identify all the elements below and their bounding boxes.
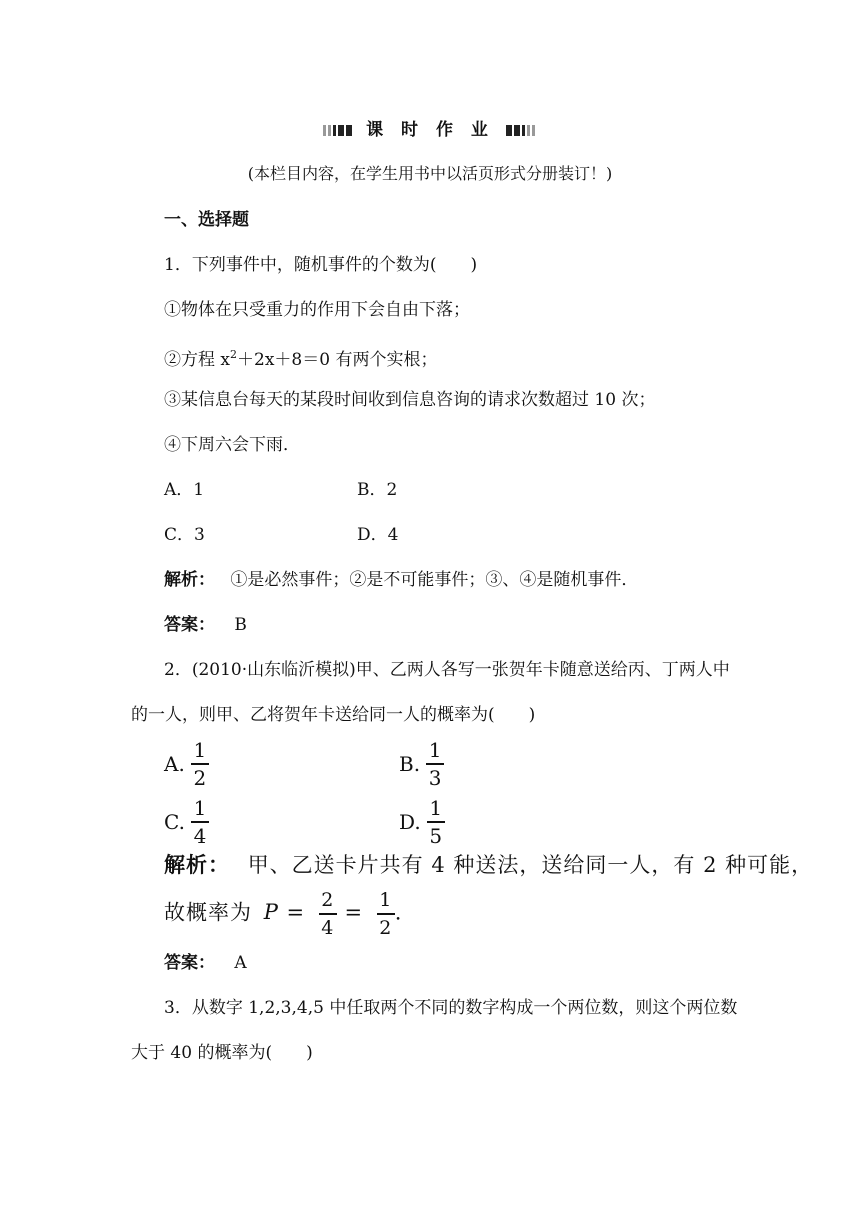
q1-option-b[interactable]: B．2 [357,480,398,500]
q1-analysis-label: 解析： [164,570,215,590]
q2-option-b-label: B. [399,751,421,776]
fraction-bar [191,821,209,823]
header-decoration-right [506,120,537,140]
q1-item-2-prefix: ②方程 x [164,350,230,370]
q1-analysis-text: ①是必然事件；②是不可能事件；③、④是随机事件． [230,570,639,590]
q2-answer [164,951,247,975]
fraction-denominator: 4 [193,823,207,848]
equals-sign: = [286,900,306,925]
q2-option-c-fraction [191,796,209,848]
q1-item-1: ①物体在只受重力的作用下会自由下落； [164,300,470,320]
page-title: 课 时 作 业 [366,120,494,140]
q1-item-3: ③某信息台每天的某段时间收到信息咨询的请求次数超过 10 次； [164,390,656,410]
fraction-numerator: 1 [193,738,207,762]
q2-option-c[interactable] [164,796,209,848]
fraction-bar [319,913,337,915]
fraction-numerator: 1 [428,738,442,762]
q2-analysis-prefix: 故概率为 [164,900,252,925]
page-subtitle: (本栏目内容，在学生用书中以活页形式分册装订！) [247,164,613,183]
q2-option-d-fraction [427,796,445,848]
fraction-numerator: 2 [321,889,335,911]
fraction-numerator: 1 [379,889,393,911]
q2-answer-value: A [234,953,247,973]
fraction-denominator: 4 [321,916,335,939]
fraction-denominator: 5 [429,823,443,848]
q2-option-c-label: C. [164,809,185,834]
equals-sign: = [344,900,364,925]
header-decoration-left [323,120,354,140]
fraction-bar [191,763,209,765]
fraction-denominator: 2 [379,916,393,939]
q2-stem-line2: 的一人，则甲、乙将贺年卡送给同一人的概率为( ) [131,705,536,725]
q1-answer [164,613,247,637]
q2-analysis-line1 [164,850,813,880]
q1-analysis [164,568,638,592]
q2-analysis-label: 解析： [164,853,230,877]
fraction-denominator: 2 [193,765,207,790]
q1-option-a[interactable]: A．1 [164,480,205,500]
fraction-numerator: 1 [193,796,207,820]
q2-stem-line1: 2．(2010·山东临沂模拟)甲、乙两人各写一张贺年卡随意送给丙、丁两人中 [164,660,730,680]
q2-option-a-label: A. [164,751,185,776]
q1-item-2-exponent: 2 [230,348,237,361]
period: . [394,900,403,925]
q2-option-b-fraction [426,738,444,790]
q2-option-d-label: D. [399,809,421,834]
q2-analysis-fraction-2 [377,888,395,940]
q1-answer-label: 答案： [164,615,215,635]
q1-item-2 [164,343,437,372]
q2-option-a[interactable] [164,738,209,790]
section-heading: 一、选择题 [164,210,249,230]
page-header [0,115,860,140]
fraction-bar [426,763,444,765]
q2-analysis-fraction-1 [319,888,337,940]
fraction-denominator: 3 [428,765,442,790]
q1-item-4: ④下周六会下雨． [164,435,300,455]
q2-analysis-line2 [164,888,402,940]
q2-option-b[interactable] [399,738,444,790]
q2-analysis-text: 甲、乙送卡片共有 4 种送法，送给同一人，有 2 种可能， [247,853,814,877]
probability-symbol: P [263,900,279,925]
q2-option-d[interactable] [399,796,445,848]
q1-option-c[interactable]: C．3 [164,525,205,545]
fraction-bar [427,821,445,823]
q1-stem: 1．下列事件中，随机事件的个数为( ) [164,255,478,275]
q1-option-d[interactable]: D．4 [357,525,399,545]
q2-option-a-fraction [191,738,209,790]
fraction-numerator: 1 [429,796,443,820]
q2-answer-label: 答案： [164,953,215,973]
fraction-bar [377,913,395,915]
q3-stem-line2: 大于 40 的概率为( ) [131,1043,313,1063]
q1-answer-value: B [234,615,247,635]
q3-stem-line1: 3．从数字 1,2,3,4,5 中任取两个不同的数字构成一个两位数，则这个两位数 [164,998,738,1018]
q1-item-2-suffix: ＋2x＋8＝0 有两个实根； [237,350,438,370]
